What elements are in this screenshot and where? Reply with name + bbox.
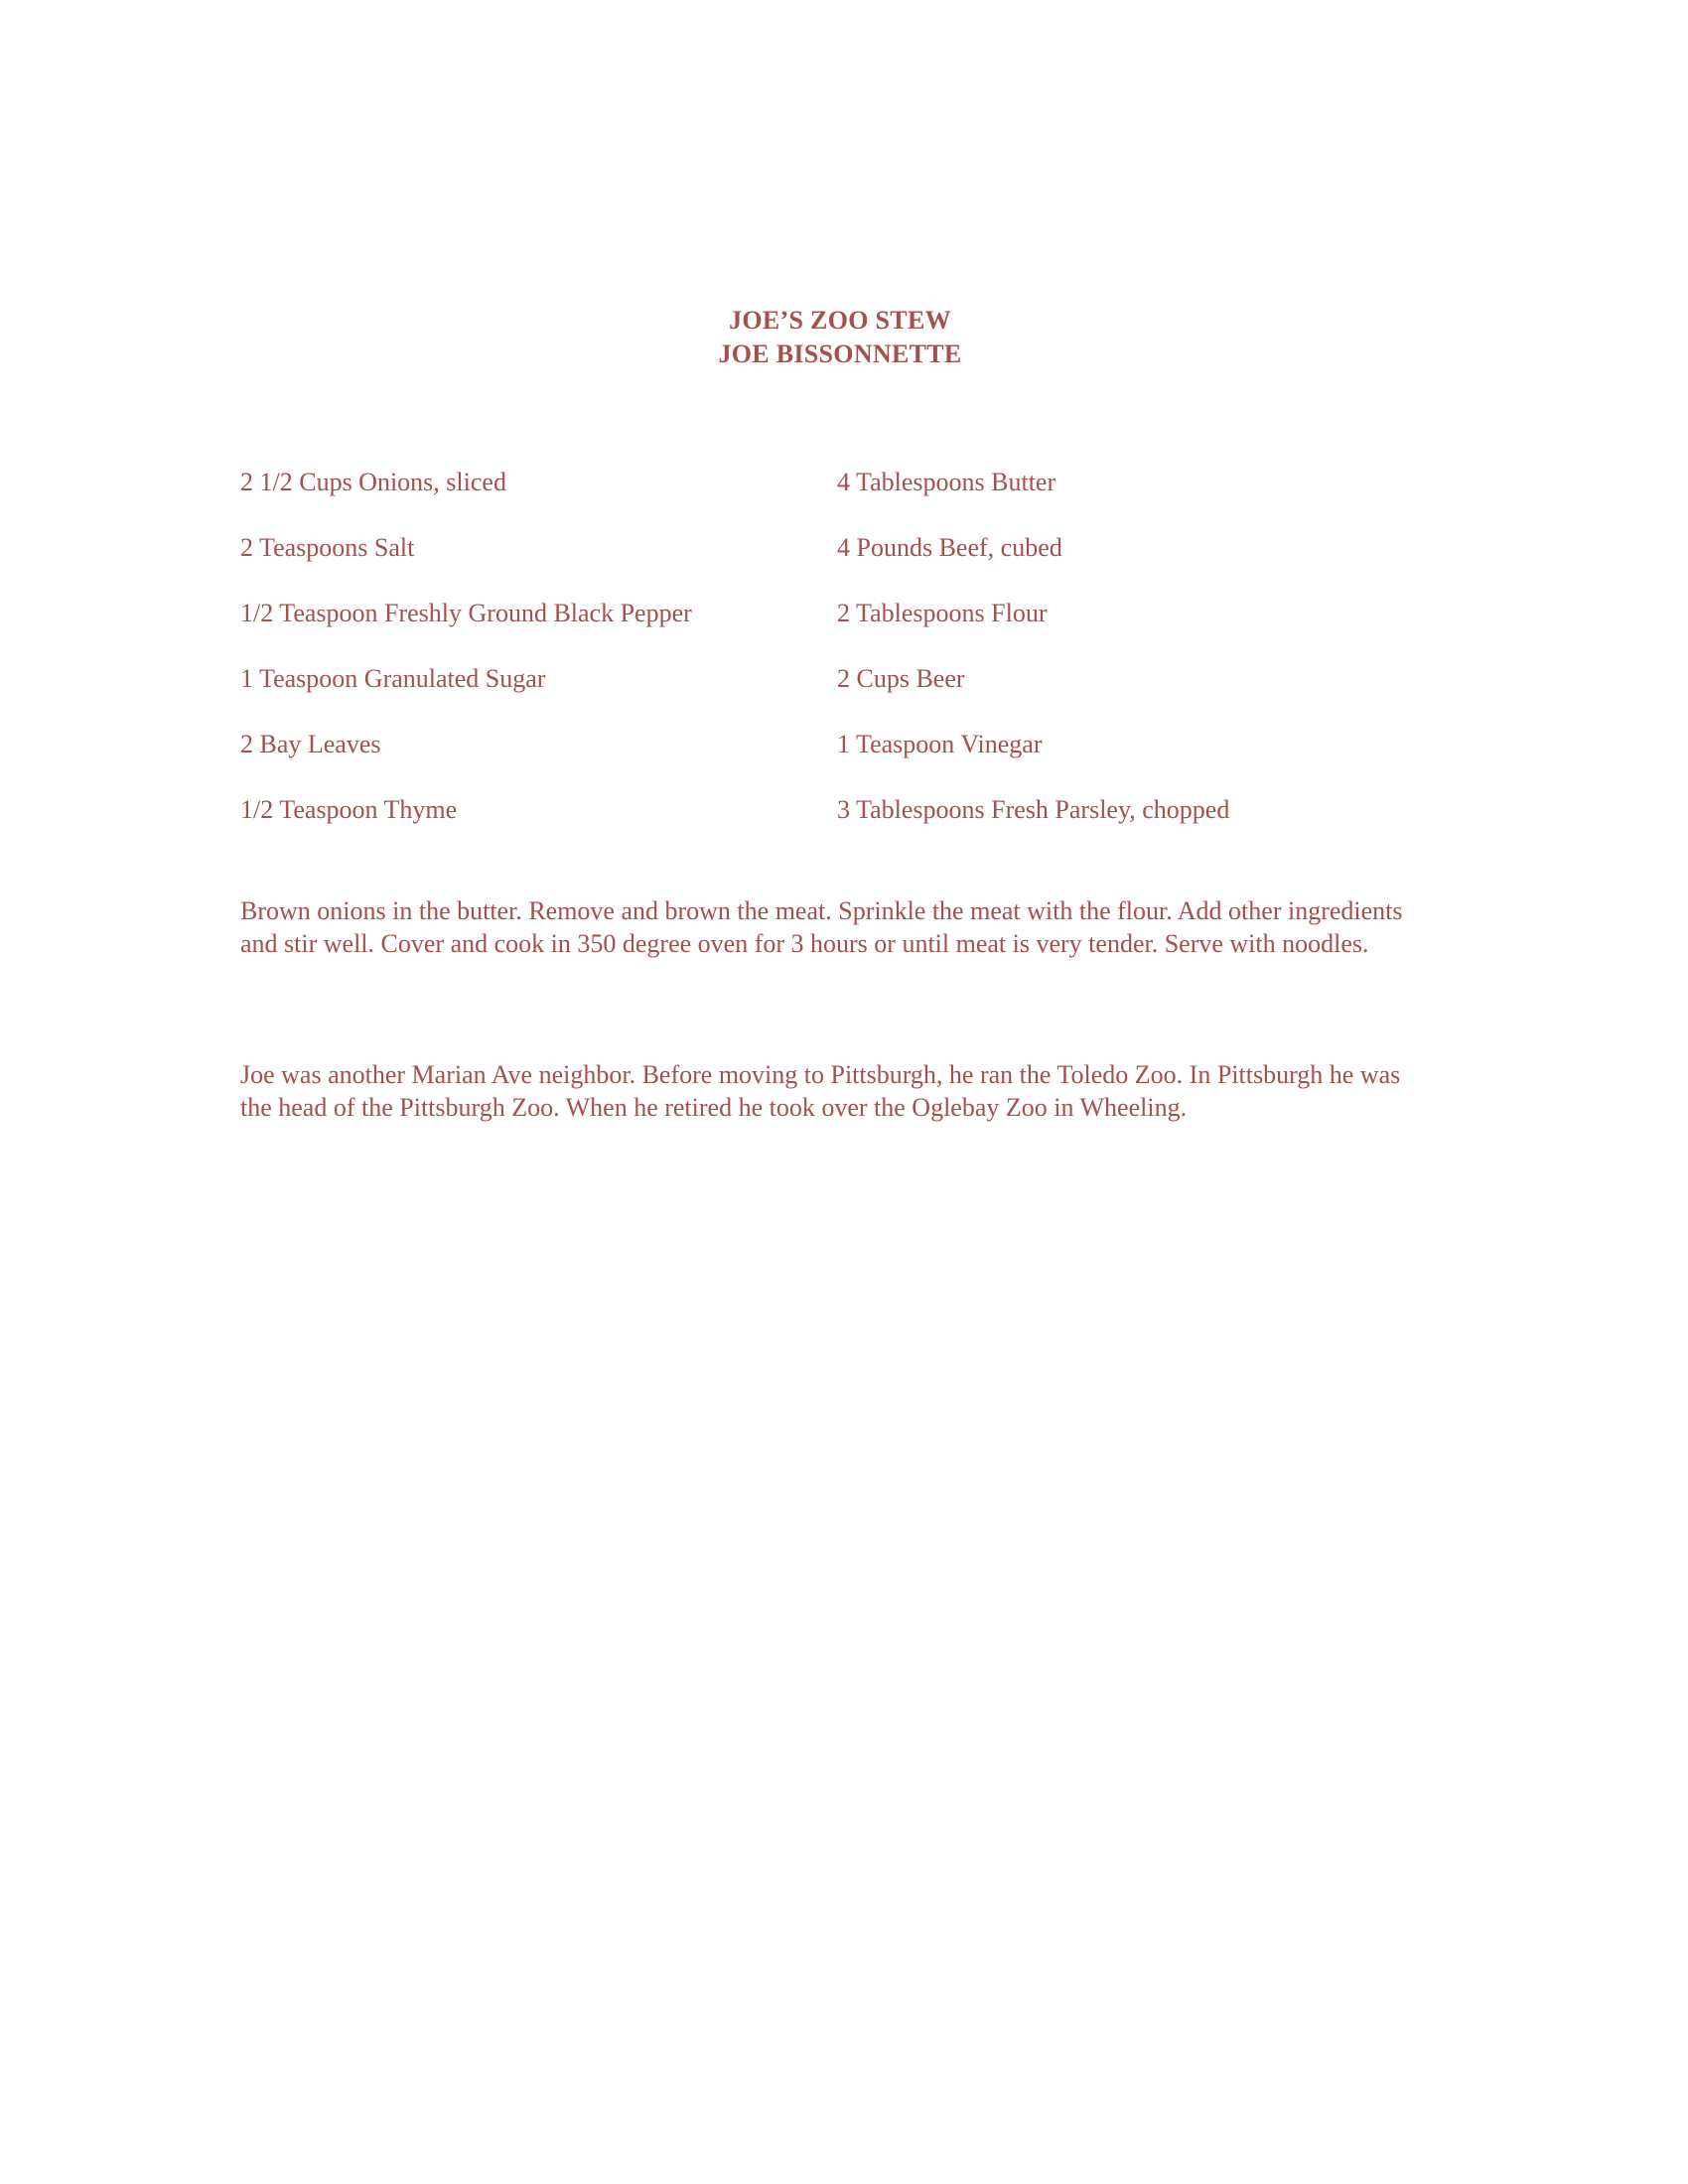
ingredient-item: 2 Cups Beer xyxy=(837,664,965,693)
recipe-author: JOE BISSONNETTE xyxy=(718,340,962,368)
ingredient-row xyxy=(240,599,1333,664)
recipe-header xyxy=(0,304,1688,371)
ingredient-item: 1 Teaspoon Granulated Sugar xyxy=(240,664,546,693)
recipe-title: JOE’S ZOO STEW xyxy=(729,306,951,335)
ingredient-item: 2 Bay Leaves xyxy=(240,730,381,758)
ingredient-row xyxy=(240,664,1333,730)
ingredient-item: 2 Teaspoons Salt xyxy=(240,533,415,562)
ingredient-item: 1/2 Teaspoon Freshly Ground Black Pepper xyxy=(240,599,692,627)
ingredient-item: 2 Tablespoons Flour xyxy=(837,599,1048,627)
ingredient-item: 1 Teaspoon Vinegar xyxy=(837,730,1043,758)
ingredient-item: 1/2 Teaspoon Thyme xyxy=(240,795,458,824)
ingredient-row xyxy=(240,730,1333,795)
ingredient-item: 4 Pounds Beef, cubed xyxy=(837,533,1062,562)
ingredients-list xyxy=(240,468,1333,861)
ingredient-row xyxy=(240,533,1333,599)
directions-paragraph: Brown onions in the butter. Remove and brown the meat. Sprinkle the meat with the flour. Add other ingredients and stir well. Cover and cook in 350 degree oven for 3 hours or until meat is very tender. Serve with noodles. xyxy=(240,896,1403,958)
ingredient-item: 2 1/2 Cups Onions, sliced xyxy=(240,468,506,496)
ingredient-item: 3 Tablespoons Fresh Parsley, chopped xyxy=(837,795,1230,824)
ingredient-item: 4 Tablespoons Butter xyxy=(837,468,1056,496)
ingredient-row xyxy=(240,468,1333,533)
ingredient-row xyxy=(240,795,1333,861)
note-paragraph: Joe was another Marian Ave neighbor. Before moving to Pittsburgh, he ran the Toledo Zoo. In Pittsburgh he was the head of the Pittsburgh Zoo. When he retired he took over the Oglebay Zoo in Wheeling. xyxy=(240,1060,1401,1122)
